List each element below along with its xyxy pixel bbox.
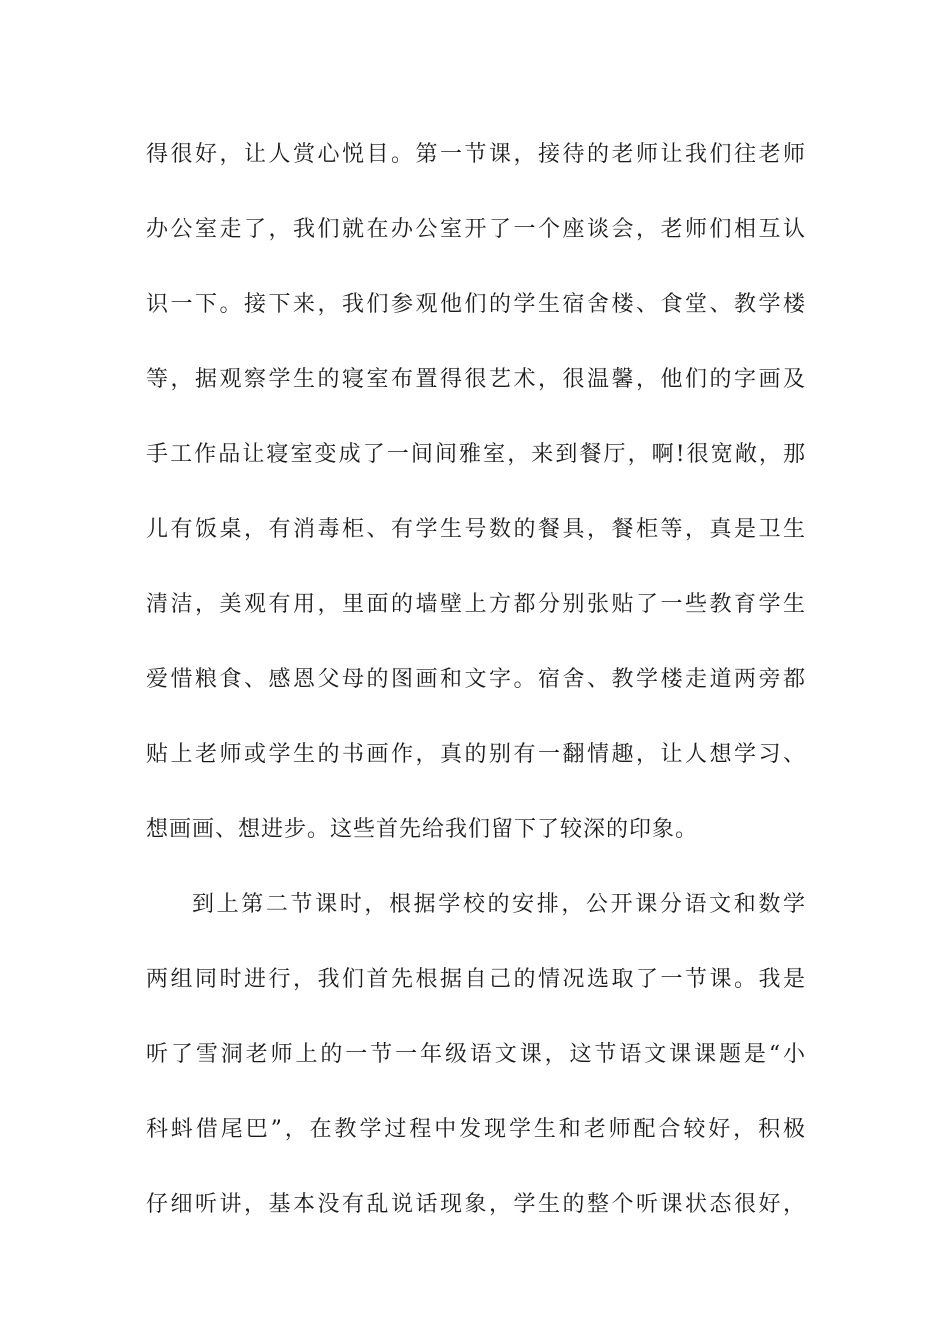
text-line: 想画画、想进步。这些首先给我们留下了较深的印象。 — [146, 817, 699, 842]
text-line: 科蚪借尾巴”，在教学过程中发现学生和老师配合较好，积极 — [146, 1117, 806, 1142]
text-line: 听了雪洞老师上的一节一年级语文课，这节语文课课题是“小 — [146, 1042, 806, 1067]
document-body — [146, 133, 806, 1258]
paragraph-1 — [146, 133, 806, 883]
text-line: 爱惜粮食、感恩父母的图画和文字。宿舍、教学楼走道两旁都 — [146, 667, 806, 692]
text-line: 办公室走了，我们就在办公室开了一个座谈会，老师们相互认 — [146, 217, 806, 242]
text-line: 清洁，美观有用，里面的墙壁上方都分别张贴了一些教育学生 — [146, 592, 806, 617]
text-line: 到上第二节课时，根据学校的安排，公开课分语文和数学 — [192, 892, 806, 917]
text-line: 儿有饭桌，有消毒柜、有学生号数的餐具，餐柜等，真是卫生 — [146, 517, 806, 542]
text-line: 贴上老师或学生的书画作，真的别有一翻情趣，让人想学习、 — [146, 742, 806, 767]
text-line: 得很好，让人赏心悦目。第一节课，接待的老师让我们往老师 — [146, 142, 806, 167]
text-line: 仔细听讲，基本没有乱说话现象，学生的整个听课状态很好， — [146, 1192, 806, 1217]
paragraph-2 — [146, 883, 806, 1258]
text-line: 手工作品让寝室变成了一间间雅室，来到餐厅，啊!很宽敞，那 — [146, 442, 806, 467]
text-line: 识一下。接下来，我们参观他们的学生宿舍楼、食堂、教学楼 — [146, 292, 806, 317]
text-line: 等，据观察学生的寝室布置得很艺术，很温馨，他们的字画及 — [146, 367, 806, 392]
text-line: 两组同时进行，我们首先根据自己的情况选取了一节课。我是 — [146, 967, 806, 992]
